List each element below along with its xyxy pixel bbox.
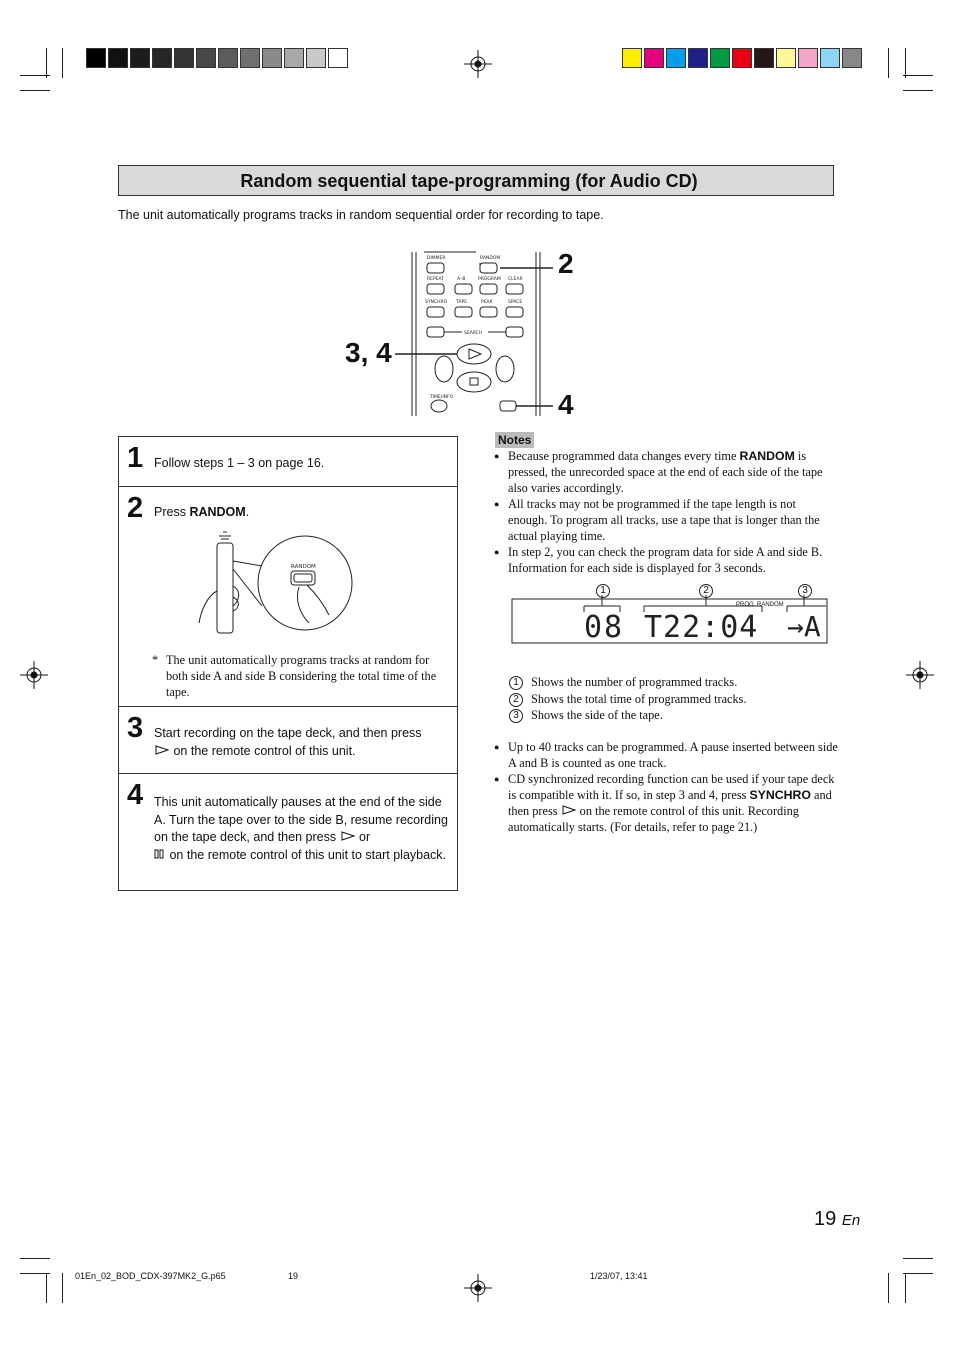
gray-swatch [240, 48, 260, 68]
display-tracks: 08 [584, 610, 625, 645]
registration-mark-bottom [464, 1274, 492, 1302]
remote-label: REPEAT [427, 277, 445, 282]
step-text: This unit automatically pauses at the end of the side A. Turn the tape over to the side B, resume recording on the tape deck, and then press or on the remote control of this unit to start playback. [154, 795, 448, 862]
gray-swatch [86, 48, 106, 68]
remote-label: SEARCH [464, 331, 483, 336]
step-number: 3 [127, 712, 144, 744]
remote-label: A–B [457, 277, 466, 282]
display-time: T22:04 [644, 610, 759, 645]
footer-page: 19 [288, 1271, 299, 1281]
remote-label: PEAK [481, 300, 493, 305]
remote-label: SPACE [508, 300, 523, 305]
press-random-illustration [187, 531, 357, 636]
gray-swatch [152, 48, 172, 68]
bullet: ● [494, 451, 500, 461]
color-swatch [666, 48, 686, 68]
marker: 2 [699, 582, 721, 600]
steps-box [118, 436, 458, 891]
footnote: The unit automatically programs tracks at random for both side A and side B considering the total time of the tape. [166, 653, 437, 699]
section-title-bar [118, 165, 834, 196]
footer-date: 1/23/07, 13:41 [590, 1271, 648, 1281]
remote-label: CLEAR [508, 277, 523, 282]
footnote-mark: * [152, 653, 159, 667]
callout-step-3-4: 3, 4 [345, 337, 392, 368]
gray-swatch [108, 48, 128, 68]
legend-item: 1 Shows the number of programmed tracks. [509, 675, 737, 690]
registration-mark-top [464, 50, 492, 78]
notes-heading: Notes [495, 432, 534, 448]
illustration-label: RANDOM [291, 564, 316, 570]
remote-label: RANDOM [480, 256, 501, 261]
note-item: Up to 40 tracks can be programmed. A pause inserted between side A and B is counted as one track. [508, 740, 838, 770]
step-number: 1 [127, 442, 144, 474]
play-icon [561, 805, 577, 815]
marker: 3 [798, 582, 820, 600]
step-text: Start recording on the tape deck, and then press on the remote control of this unit. [154, 726, 422, 758]
registration-mark-left [20, 661, 48, 689]
note-item: Because programmed data changes every time RANDOM is pressed, the unrecorded space at the end of each side of the tape also varies accordingly. [508, 449, 823, 495]
color-swatch [754, 48, 774, 68]
color-swatch [688, 48, 708, 68]
step-2 [119, 487, 457, 707]
gray-swatch [174, 48, 194, 68]
remote-label: TIME/INFO [430, 395, 454, 400]
step-number: 4 [127, 779, 144, 811]
intro-text: The unit automatically programs tracks in random sequential order for recording to tape. [118, 208, 604, 222]
gray-swatch [130, 48, 150, 68]
display-side: →A [787, 610, 821, 643]
note-item: CD synchronized recording function can be used if your tape deck is compatible with it. If so, in step 3 and 4, press SYNCHRO and then press on the remote control of this unit. Recording automatically starts. (For details, refer to page 21.) [508, 772, 835, 834]
step-text: Press RANDOM. [154, 505, 250, 519]
bullet: ● [494, 742, 500, 752]
gray-swatch [328, 48, 348, 68]
legend-item: 2 Shows the total time of programmed tracks. [509, 692, 747, 707]
display-indicator: PROG. RANDOM [736, 602, 784, 608]
remote-control-illustration [340, 248, 585, 420]
color-swatch [710, 48, 730, 68]
gray-swatch [196, 48, 216, 68]
remote-label: SYNCHRO [425, 300, 448, 305]
step-number: 2 [127, 492, 144, 524]
gray-swatch [262, 48, 282, 68]
color-swatch [732, 48, 752, 68]
step-1 [119, 437, 457, 487]
footer-file: 01En_02_BOD_CDX-397MK2_G.p65 [75, 1271, 226, 1281]
color-swatch [798, 48, 818, 68]
gray-swatch [218, 48, 238, 68]
color-swatch [644, 48, 664, 68]
page-number: 19 En [814, 1208, 861, 1230]
step-text: Follow steps 1 – 3 on page 16. [154, 456, 325, 470]
note-item: In step 2, you can check the program data for side A and side B. Information for each side is displayed for 3 seconds. [508, 545, 823, 575]
registration-mark-right [906, 661, 934, 689]
page-title: Random sequential tape-programming (for Audio CD) [240, 171, 698, 191]
callout-step-4: 4 [558, 389, 574, 420]
step-4 [119, 774, 457, 890]
remote-label: TAPE [456, 300, 468, 305]
marker: 1 [596, 582, 618, 600]
play-icon [340, 831, 356, 841]
remote-label: PROGRAM [478, 277, 501, 282]
pause-icon [154, 849, 166, 859]
color-swatch [842, 48, 862, 68]
legend-item: 3 Shows the side of the tape. [509, 708, 663, 723]
gray-swatch [284, 48, 304, 68]
step-3 [119, 707, 457, 774]
remote-label: DIMMER [427, 256, 446, 261]
gray-swatch [306, 48, 326, 68]
note-item: All tracks may not be programmed if the tape length is not enough. To program all tracks, use a tape that is longer than the actual playing time. [508, 497, 820, 543]
bullet: ● [494, 499, 500, 509]
bullet: ● [494, 774, 500, 784]
color-swatch [776, 48, 796, 68]
callout-step-2: 2 [558, 248, 574, 279]
color-swatch [622, 48, 642, 68]
display-diagram [510, 582, 830, 646]
play-icon [154, 745, 170, 755]
language-tab: English [895, 128, 914, 190]
color-swatch [820, 48, 840, 68]
bullet: ● [494, 547, 500, 557]
